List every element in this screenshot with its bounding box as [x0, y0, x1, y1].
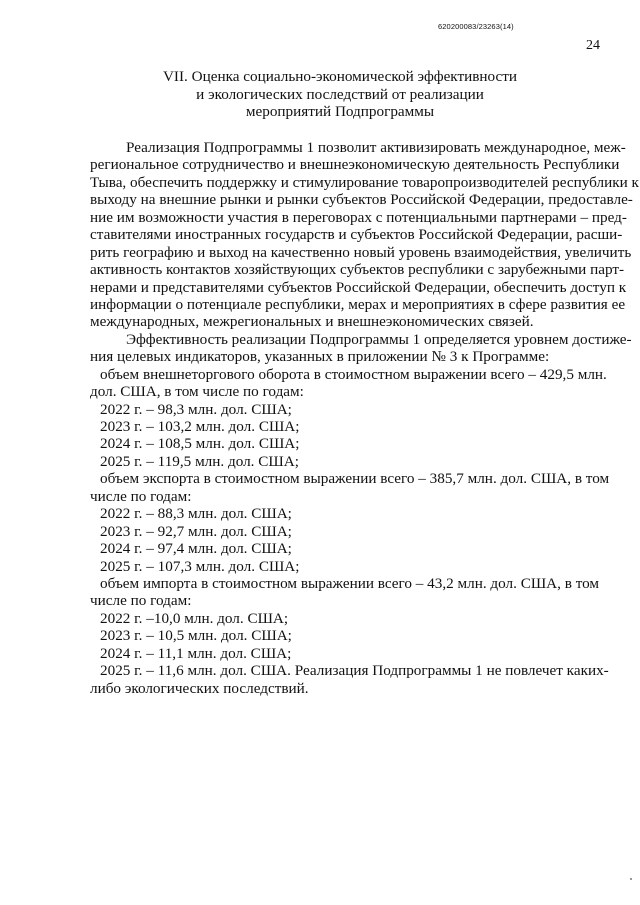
section-title	[90, 68, 590, 121]
trade-intro-line: объем внешнеторгового оборота в стоимостном выражении всего – 429,5 млн.	[100, 365, 607, 383]
import-intro-line: объем импорта в стоимостном выражении всего – 43,2 млн. дол. США, в том	[100, 574, 600, 592]
trade-year-item: 2022 г. – 98,3 млн. дол. США;	[100, 400, 292, 418]
document-body	[90, 139, 639, 697]
export-year-item: 2023 г. – 92,7 млн. дол. США;	[100, 522, 292, 540]
paragraph-line: информации о потенциале республики, мерах и мероприятиях в сфере развития ее	[90, 295, 626, 313]
import-intro-line: числе по годам:	[90, 592, 192, 610]
paragraph-line: Тыва, обеспечить поддержку и стимулирование товаропроизводителей республики к	[90, 173, 639, 191]
paragraph-line: рить географию и выход на качественно новый уровень взаимодействия, увеличить	[90, 243, 632, 261]
paragraph-line: региональное сотрудничество и внешнеэкономическую деятельность Республики	[90, 156, 620, 174]
export-year-item: 2022 г. – 88,3 млн. дол. США;	[100, 505, 292, 523]
import-year-item: 2025 г. – 11,6 млн. дол. США. Реализация Подпрограммы 1 не повлечет каких-	[100, 662, 609, 680]
section-title-line: VII. Оценка социально-экономической эффективности	[162, 68, 518, 85]
section-title-line: мероприятий Подпрограммы	[245, 103, 435, 120]
paragraph-line: Реализация Подпрограммы 1 позволит активизировать международное, меж-	[126, 139, 626, 156]
section-title-line: и экологических последствий от реализации	[196, 85, 484, 103]
paragraph-line: ставителями иностранных государств и субъектов Российской Федерации, расши-	[90, 226, 623, 244]
scan-artifact	[630, 878, 632, 880]
paragraph-line: активность контактов хозяйствующих субъектов республики с зарубежными парт-	[90, 261, 625, 279]
paragraph-line: ния целевых индикаторов, указанных в приложении № 3 к Программе:	[90, 348, 550, 366]
page-number: 24	[586, 38, 600, 53]
export-intro-line: объем экспорта в стоимостном выражении всего – 385,7 млн. дол. США, в том	[100, 470, 610, 488]
import-year-item: 2022 г. –10,0 млн. дол. США;	[100, 609, 289, 627]
paragraph-line: Эффективность реализации Подпрограммы 1 определяется уровнем достиже-	[126, 330, 632, 348]
trade-intro-line: дол. США, в том числе по годам:	[90, 383, 304, 401]
paragraph-line: международных, межрегиональных и внешнеэкономических связей.	[90, 313, 534, 331]
paragraph-line: ние им возможности участия в переговорах с потенциальными партнерами – пред-	[90, 208, 627, 226]
trade-year-item: 2023 г. – 103,2 млн. дол. США;	[100, 418, 300, 435]
paragraph-line: выходу на внешние рынки и рынки субъектов Российской Федерации, предоставле-	[90, 191, 633, 209]
import-year-item: 2023 г. – 10,5 млн. дол. США;	[100, 627, 292, 645]
export-year-item: 2025 г. – 107,3 млн. дол. США;	[100, 557, 300, 575]
closing-line: либо экологических последствий.	[90, 679, 309, 697]
trade-year-item: 2025 г. – 119,5 млн. дол. США;	[100, 452, 299, 470]
export-intro-line: числе по годам:	[90, 487, 192, 505]
import-year-item: 2024 г. – 11,1 млн. дол. США;	[100, 644, 292, 662]
export-year-item: 2024 г. – 97,4 млн. дол. США;	[100, 540, 292, 558]
paragraph-line: нерами и представителями субъектов Российской Федерации, обеспечить доступ к	[90, 278, 627, 296]
trade-year-item: 2024 г. – 108,5 млн. дол. США;	[100, 435, 300, 453]
document-code: 620200083/23263(14)	[438, 22, 514, 31]
